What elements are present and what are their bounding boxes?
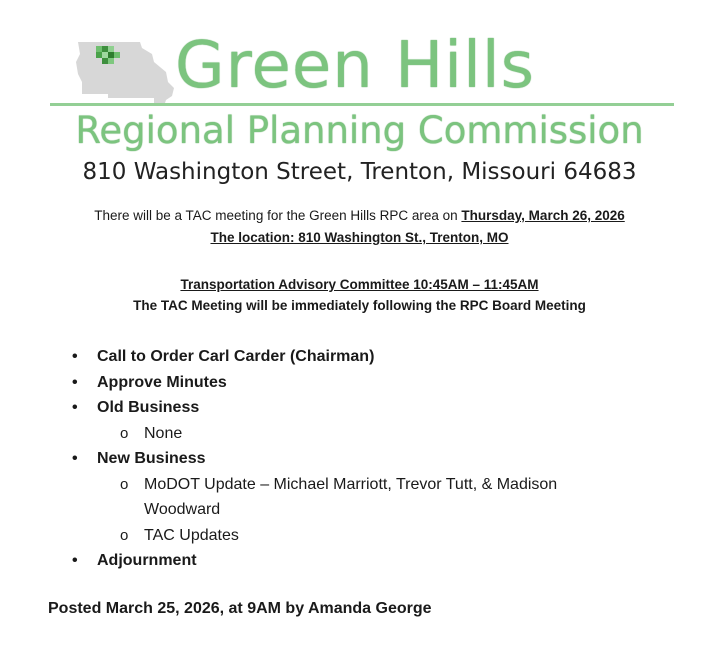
agenda-item: • New Business — [72, 446, 692, 472]
letterhead-address: 810 Washington Street, Trenton, Missouri 64683 — [82, 159, 637, 185]
agenda-subitem — [72, 421, 692, 447]
meeting-followup: The TAC Meeting will be immediately following the RPC Board Meeting — [133, 298, 586, 313]
circle-bullet-icon: o — [120, 475, 129, 493]
posted-notice: Posted March 25, 2026, at 9AM by Amanda George — [48, 600, 432, 617]
committee-time: Transportation Advisory Committee 10:45AM – 11:45AM — [180, 277, 539, 292]
agenda-list — [72, 344, 692, 574]
letterhead-title: Green Hills — [175, 29, 535, 103]
circle-bullet-icon: o — [120, 526, 129, 544]
notice-intro: There will be a TAC meeting for the Green Hills RPC area on — [94, 208, 462, 223]
agenda-item: • Approve Minutes — [72, 370, 692, 396]
meeting-date: Thursday, March 26, 2026 — [461, 208, 625, 223]
agenda-subitem-text: MoDOT Update – Michael Marriott, Trevor Tutt, & Madison Woodward — [144, 475, 558, 518]
agenda-item: • Adjournment — [72, 548, 692, 574]
agenda-subitem — [72, 472, 692, 523]
agenda-item: • Old Business — [72, 395, 692, 421]
circle-bullet-icon: o — [120, 424, 129, 442]
agenda-subitem — [72, 523, 692, 549]
agenda-item: • Call to Order Carl Carder (Chairman) — [72, 344, 692, 370]
letterhead-subtitle: Regional Planning Commission — [75, 109, 644, 152]
meeting-location: The location: 810 Washington St., Trenton, MO — [210, 230, 509, 245]
agenda-subitem-text: TAC Updates — [144, 526, 239, 544]
notice-intro-line — [0, 207, 719, 225]
letterhead-divider — [50, 103, 674, 106]
agenda-subitem-text: None — [144, 424, 183, 442]
missouri-map-icon — [68, 38, 180, 108]
